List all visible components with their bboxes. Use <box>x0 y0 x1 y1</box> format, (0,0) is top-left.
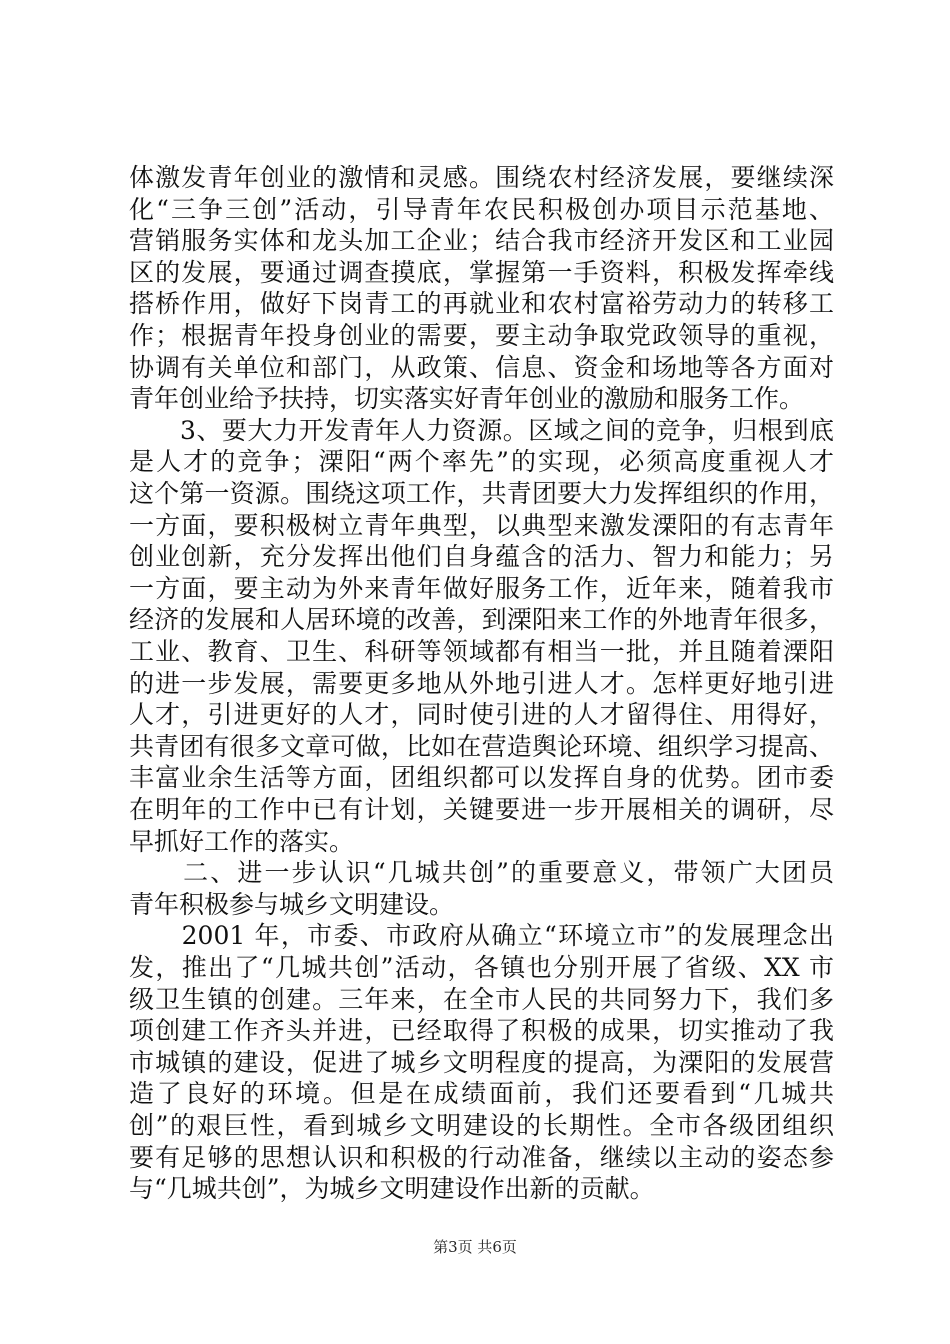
text-line: 青年积极参与城乡文明建设。 <box>129 890 455 919</box>
text-line: 青年创业给予扶持，切实落实好青年创业的激励和服务工作。 <box>129 384 805 413</box>
text-line: 2001 年，市委、市政府从确立“环境立市”的发展理念出 <box>129 921 834 950</box>
text-line: 共青团有很多文章可做，比如在营造舆论环境、组织学习提高、 <box>129 732 834 761</box>
text-line: 一方面，要积极树立青年典型，以典型来激发溧阳的有志青年 <box>129 511 834 540</box>
text-line: 丰富业余生活等方面，团组织都可以发挥自身的优势。团市委 <box>129 763 834 792</box>
text-line: 与“几城共创”，为城乡文明建设作出新的贡献。 <box>129 1174 655 1203</box>
text-line: 工业、教育、卫生、科研等领域都有相当一批，并且随着溧阳 <box>129 637 834 666</box>
text-line: 3、要大力开发青年人力资源。区域之间的竞争，归根到底 <box>129 416 834 445</box>
text-line: 营销服务实体和龙头加工企业；结合我市经济开发区和工业园 <box>129 226 834 255</box>
text-line: 造了良好的环境。但是在成绩面前，我们还要看到“几城共 <box>129 1079 834 1108</box>
text-line: 体激发青年创业的激情和灵感。围绕农村经济发展，要继续深 <box>129 163 834 192</box>
text-line: 要有足够的思想认识和积极的行动准备，继续以主动的姿态参 <box>129 1143 834 1172</box>
text-line: 一方面，要主动为外来青年做好服务工作，近年来，随着我市 <box>129 574 834 603</box>
text-line: 区的发展，要通过调查摸底，掌握第一手资料，积极发挥牵线 <box>129 258 834 287</box>
text-line: 化“三争三创”活动，引导青年农民积极创办项目示范基地、 <box>129 195 834 224</box>
text-line: 创”的艰巨性，看到城乡文明建设的长期性。全市各级团组织 <box>129 1111 834 1140</box>
text-line: 这个第一资源。围绕这项工作，共青团要大力发挥组织的作用， <box>129 479 834 508</box>
text-line: 二、进一步认识“几城共创”的重要意义，带领广大团员 <box>129 858 834 887</box>
page-footer: 第3页 共6页 <box>433 1238 517 1256</box>
text-line: 早抓好工作的落实。 <box>129 827 355 856</box>
text-line: 项创建工作齐头并进，已经取得了积极的成果，切实推动了我 <box>129 1016 834 1045</box>
text-line: 搭桥作用，做好下岗青工的再就业和农村富裕劳动力的转移工 <box>129 289 834 318</box>
text-line: 经济的发展和人居环境的改善，到溧阳来工作的外地青年很多， <box>129 605 834 634</box>
text-line: 作；根据青年投身创业的需要，要主动争取党政领导的重视， <box>129 321 834 350</box>
text-line: 市城镇的建设，促进了城乡文明程度的提高，为溧阳的发展营 <box>129 1048 834 1077</box>
text-line: 是人才的竞争；溧阳“两个率先”的实现，必须高度重视人才 <box>129 447 834 476</box>
text-line: 级卫生镇的创建。三年来，在全市人民的共同努力下，我们多 <box>129 985 834 1014</box>
text-line: 协调有关单位和部门，从政策、信息、资金和场地等各方面对 <box>129 353 834 382</box>
text-line: 人才，引进更好的人才，同时使引进的人才留得住、用得好， <box>129 700 834 729</box>
text-line: 发，推出了“几城共创”活动，各镇也分别开展了省级、XX 市 <box>129 953 834 982</box>
text-line: 创业创新，充分发挥出他们自身蕴含的活力、智力和能力；另 <box>129 542 834 571</box>
text-line: 在明年的工作中已有计划，关键要进一步开展相关的调研，尽 <box>129 795 834 824</box>
text-line: 的进一步发展，需要更多地从外地引进人才。怎样更好地引进 <box>129 669 834 698</box>
